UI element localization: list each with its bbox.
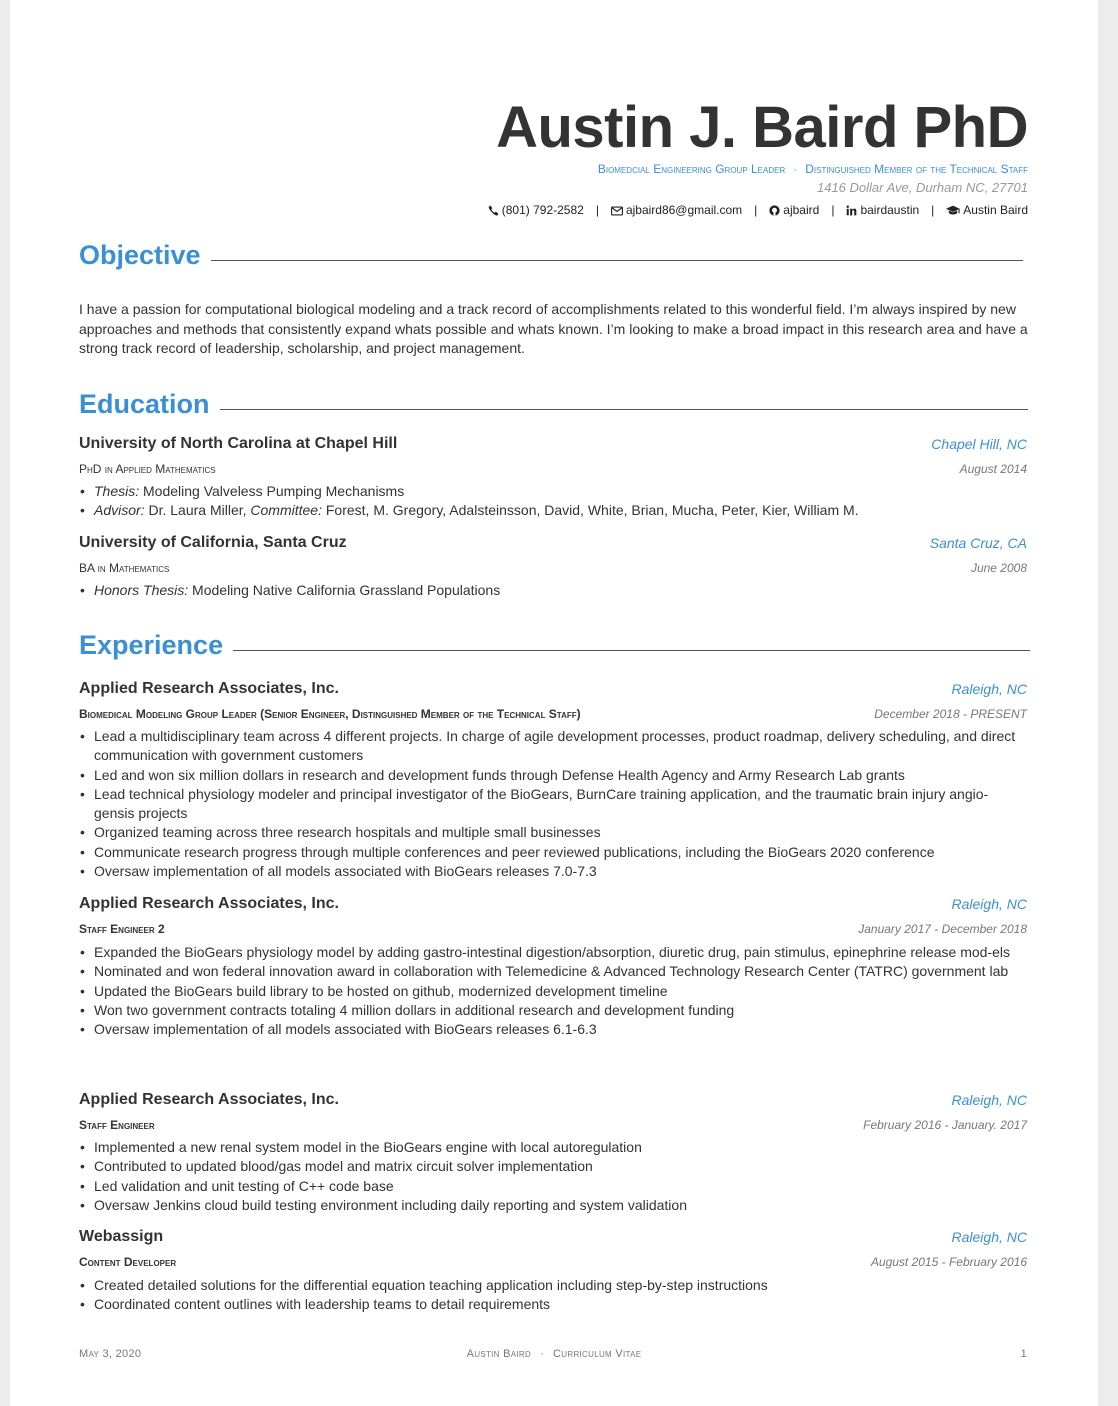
footer-center — [10, 1348, 1098, 1360]
position-2: Distinguished Member of the Technical Staff — [805, 162, 1028, 176]
education-heading — [79, 389, 1028, 420]
contact-line — [488, 203, 1028, 217]
education-date: June 2008 — [970, 561, 1027, 575]
experience-role: Staff Engineer 2 — [79, 922, 165, 936]
github-icon — [769, 205, 780, 216]
education-location: Santa Cruz, CA — [929, 535, 1027, 551]
objective-text: I have a passion for computational biological modeling and a track record of accomplishments related to this wonderful field. I’m always inspired by new approaches and methods that consistently expand whats possible and whats known. I’m looking to make a broad impact in this research area and have a strong track record of leadership, scholarship, and project management. — [79, 301, 1028, 356]
experience-bullets — [79, 1276, 1028, 1315]
thesis-label: Honors Thesis: — [94, 582, 189, 598]
committee-text: Forest, M. Gregory, Adalsteinsson, David, White, Brian, Mucha, Peter, Kier, William M. — [325, 502, 859, 519]
objective-heading — [79, 240, 1023, 271]
experience-company: Applied Research Associates, Inc. — [79, 680, 339, 697]
education-degree: PhD in Applied Mathematics — [79, 462, 216, 476]
education-bullets — [79, 581, 1028, 600]
experience-company: Applied Research Associates, Inc. — [79, 1091, 339, 1108]
footer-separator: · — [540, 1348, 545, 1360]
experience-date: December 2018 - PRESENT — [874, 707, 1027, 721]
github-contact[interactable] — [769, 203, 819, 217]
resume-page — [10, 0, 1098, 1406]
objective-title: Objective — [79, 240, 201, 270]
experience-location: Raleigh, NC — [951, 896, 1027, 912]
linkedin-text: bairdaustin — [860, 203, 920, 217]
contact-separator: | — [831, 203, 835, 217]
list-item: • Oversaw Jenkins cloud build testing environment including daily reporting and system validation — [79, 1196, 1028, 1215]
list-item: • Led validation and unit testing of C++ code base — [79, 1177, 1028, 1196]
experience-date: January 2017 - December 2018 — [858, 922, 1027, 936]
contact-separator: | — [595, 203, 599, 217]
footer-author: Austin Baird — [466, 1348, 532, 1360]
contact-separator: | — [931, 203, 935, 217]
education-location: Chapel Hill, NC — [931, 436, 1027, 452]
experience-location: Raleigh, NC — [951, 681, 1027, 697]
list-item: • Communicate research progress through multiple conferences and peer reviewed publications, including the BioGears 2020 conference — [79, 843, 1028, 862]
scholar-text: Austin Baird — [963, 203, 1028, 217]
committee-label: Committee: — [250, 502, 322, 519]
position-1: Biomedcial Engineering Group Leader — [597, 162, 786, 176]
thesis-label: Thesis: — [94, 483, 140, 499]
list-item: • Created detailed solutions for the differential equation teaching application including step-by-step instructions — [79, 1276, 1028, 1295]
scholar-contact[interactable] — [946, 203, 1028, 217]
section-rule — [211, 260, 1023, 261]
education-bullets — [79, 482, 1028, 521]
advisor-text: Dr. Laura Miller, — [148, 502, 247, 519]
footer-page-number: 1 — [1020, 1348, 1027, 1360]
list-item: • Nominated and won federal innovation award in collaboration with Telemedicine & Advanced Technology Research Center (TATRC) government lab — [79, 962, 1028, 981]
education-school: University of North Carolina at Chapel Hill — [79, 435, 398, 452]
experience-location: Raleigh, NC — [951, 1229, 1027, 1245]
position-separator: · — [793, 162, 798, 176]
list-item: • Oversaw implementation of all models associated with BioGears releases 7.0-7.3 — [79, 862, 1028, 881]
contact-separator: | — [754, 203, 758, 217]
phone-icon — [488, 205, 499, 216]
section-rule — [233, 650, 1030, 651]
list-item: • Won two government contracts totaling 4 million dollars in additional research and development funding — [79, 1001, 1028, 1020]
list-item: • Organized teaming across three research hospitals and multiple small businesses — [79, 823, 1028, 842]
phone-contact[interactable] — [488, 203, 584, 217]
list-item — [79, 482, 1028, 501]
email-text: ajbaird86@gmail.com — [625, 203, 743, 217]
experience-role: Biomedical Modeling Group Leader (Senior Engineer, Distinguished Member of the Technical Staff) — [79, 707, 581, 721]
experience-bullets — [79, 727, 1028, 881]
footer-date: May 3, 2020 — [79, 1348, 142, 1360]
footer-doc-type: Curriculum Vitae — [553, 1348, 642, 1360]
phone-text: (801) 792-2582 — [501, 203, 584, 217]
education-degree: BA in Mathematics — [79, 561, 170, 575]
person-name: Austin J. Baird PhD — [496, 95, 1028, 160]
envelope-icon — [611, 206, 623, 216]
list-item — [79, 581, 1028, 600]
section-rule — [220, 409, 1028, 410]
list-item: • Implemented a new renal system model in the BioGears engine with local autoregulation — [79, 1138, 1028, 1157]
list-item: • Led and won six million dollars in research and development funds through Defense Health Agency and Army Research Lab grants — [79, 766, 1028, 785]
education-date: August 2014 — [959, 462, 1027, 476]
experience-title: Experience — [79, 630, 224, 660]
list-item: • Contributed to updated blood/gas model and matrix circuit solver implementation — [79, 1157, 1028, 1176]
list-item: • Lead technical physiology modeler and principal investigator of the BioGears, BurnCare training application, and the traumatic brain injury angio-gensis projects — [79, 785, 1028, 824]
list-item: • Lead a multidisciplinary team across 4 different projects. In charge of agile development processes, product roadmap, delivery scheduling, and direct communication with government customers — [79, 727, 1028, 766]
experience-location: Raleigh, NC — [951, 1092, 1027, 1108]
positions-line — [488, 162, 1028, 176]
experience-date: February 2016 - January. 2017 — [863, 1118, 1027, 1132]
experience-bullets — [79, 943, 1028, 1039]
list-item: • Expanded the BioGears physiology model by adding gastro-intestinal digestion/absorption, diuretic drug, pain stimulus, epinephrine release mod-els — [79, 943, 1028, 962]
experience-company: Webassign — [79, 1228, 164, 1245]
list-item: • Coordinated content outlines with leadership teams to detail requirements — [79, 1295, 1028, 1314]
list-item: • Oversaw implementation of all models associated with BioGears releases 6.1-6.3 — [79, 1020, 1028, 1039]
graduation-cap-icon — [946, 205, 960, 216]
email-contact[interactable] — [611, 203, 742, 217]
experience-company: Applied Research Associates, Inc. — [79, 895, 339, 912]
linkedin-icon — [846, 205, 857, 216]
advisor-label: Advisor: — [94, 502, 145, 519]
list-item — [79, 501, 1028, 520]
education-title: Education — [79, 389, 210, 419]
github-text: ajbaird — [783, 203, 820, 217]
list-item: • Updated the BioGears build library to be hosted on github, modernized development timeline — [79, 982, 1028, 1001]
experience-date: August 2015 - February 2016 — [870, 1255, 1027, 1269]
address: 1416 Dollar Ave, Durham NC, 27701 — [816, 180, 1028, 195]
header — [488, 96, 1028, 217]
thesis-text: Modeling Native California Grassland Populations — [192, 582, 501, 598]
experience-heading — [79, 630, 1030, 661]
education-school: University of California, Santa Cruz — [79, 534, 347, 551]
experience-role: Staff Engineer — [79, 1118, 155, 1132]
linkedin-contact[interactable] — [846, 203, 919, 217]
experience-bullets — [79, 1138, 1028, 1215]
experience-role: Content Developer — [79, 1255, 177, 1269]
thesis-text: Modeling Valveless Pumping Mechanisms — [143, 483, 405, 499]
